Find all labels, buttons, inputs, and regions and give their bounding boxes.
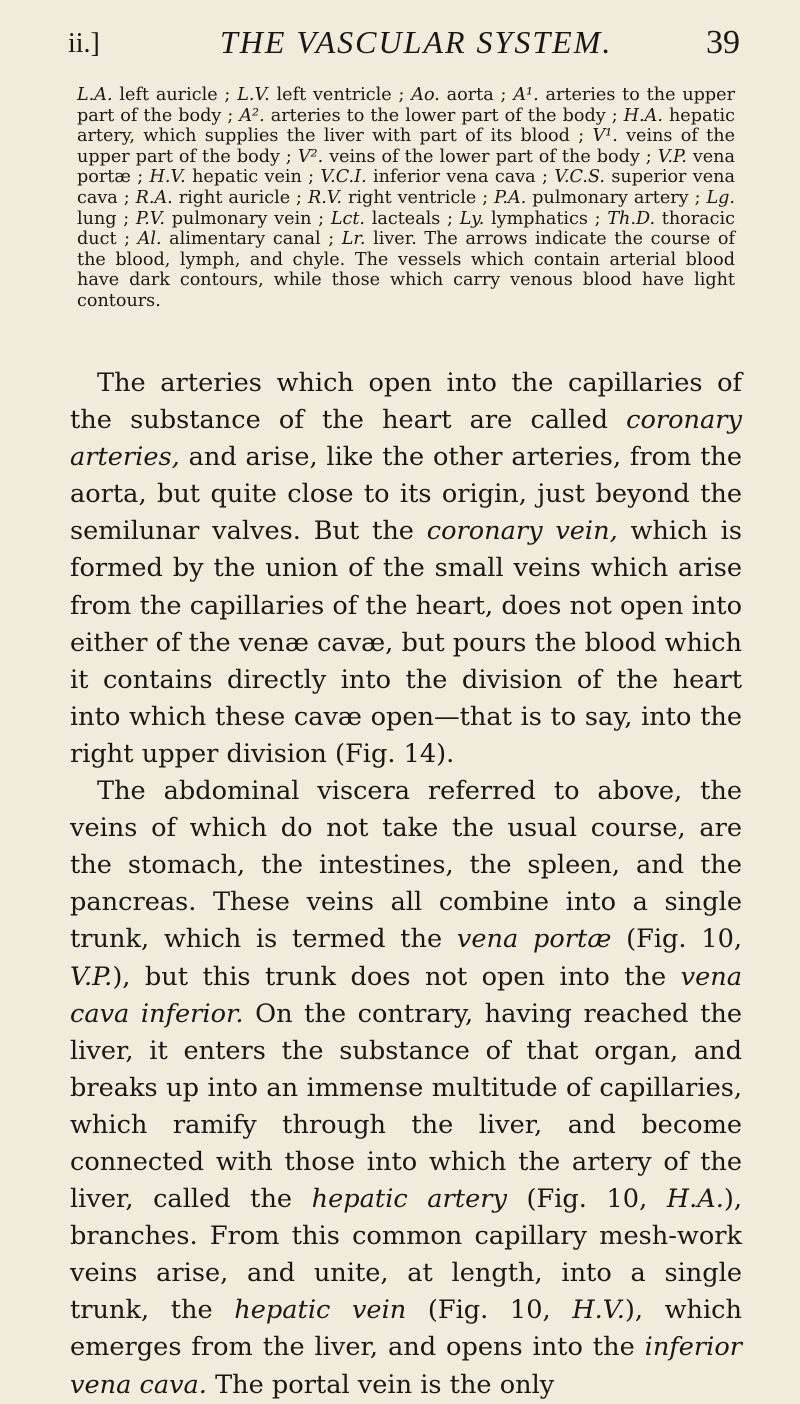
- def: liver. The arrows indicate the course of the blood, lymph, and chyle. The vessels which contain arterial blood have dark contours, while those which carry venous blood have light contours.: [77, 229, 736, 311]
- term: coronary arteries,: [70, 405, 742, 473]
- figure-caption: [77, 85, 735, 312]
- paragraph-coronary: The arteries which open into the capillaries of the substance of the heart are called coronary arteries, and arise, like the other arteries, from the aorta, but quite close to its origin, just beyond the semilunar valves. But the coronary vein, which is formed by the union of the small veins which arise from the capillaries of the heart, does not open into either of the venæ cavæ, but pours the blood which it contains directly into the division of the heart into which these cavæ open—that is to say, into the right upper division (Fig. 14).: [70, 368, 742, 769]
- abbr: Lr.: [341, 229, 366, 250]
- abbr: P.V.: [135, 208, 166, 229]
- abbr: P.A.: [494, 187, 527, 208]
- abbr: Th.D.: [607, 208, 656, 229]
- abbr: V¹.: [592, 126, 618, 147]
- def: pulmonary vein ;: [165, 208, 331, 229]
- def: lung ;: [77, 208, 136, 229]
- def: left ventricle ;: [269, 85, 412, 105]
- abbr: R.V.: [307, 187, 343, 208]
- def: thoracic duct ;: [77, 208, 735, 250]
- def: aorta ;: [439, 85, 514, 105]
- chapter-number: ii.]: [68, 28, 100, 59]
- def: arteries to the lower part of the body ;: [264, 105, 624, 126]
- abbr: A².: [239, 105, 265, 126]
- term: vena cava inferior.: [70, 961, 742, 1029]
- abbr: R.A.: [135, 187, 173, 208]
- abbr: H.V.: [149, 167, 186, 188]
- abbr: Al.: [137, 229, 162, 250]
- abbr: L.A.: [77, 85, 113, 105]
- abbr: V.P.: [657, 146, 687, 167]
- def: hepatic artery, which supplies the liver with part of its blood ;: [77, 105, 735, 147]
- abbr: Ao.: [411, 85, 440, 105]
- def: vena portæ ;: [77, 146, 736, 188]
- def: veins of the lower part of the body ;: [323, 146, 658, 167]
- def: pulmonary artery ;: [526, 187, 707, 208]
- body-text: [70, 365, 742, 1404]
- term: V.P.: [70, 961, 113, 992]
- abbr: Ly.: [459, 208, 485, 229]
- def: lymphatics ;: [484, 208, 608, 229]
- term: H.A.: [666, 1184, 724, 1215]
- abbr: V.C.I.: [320, 167, 367, 188]
- abbr: H.A.: [623, 105, 663, 126]
- def: left auricle ;: [112, 85, 238, 105]
- abbr: Lct.: [330, 208, 366, 229]
- page-number: 39: [706, 24, 740, 61]
- abbr: A¹.: [513, 85, 539, 105]
- term: H.V.: [572, 1295, 625, 1326]
- abbr: V².: [297, 146, 324, 167]
- term: coronary vein,: [426, 516, 618, 547]
- running-header: [68, 22, 740, 72]
- def: veins of the upper part of the body ;: [77, 126, 735, 167]
- def: hepatic vein ;: [185, 167, 321, 188]
- def: right auricle ;: [172, 187, 308, 208]
- def: lacteals ;: [365, 208, 460, 229]
- abbr: Lg.: [706, 187, 735, 208]
- def: arteries to the upper part of the body ;: [77, 85, 735, 126]
- def: right ventricle ;: [342, 187, 495, 208]
- running-title: THE VASCULAR SYSTEM.: [220, 24, 613, 60]
- term: hepatic vein: [234, 1295, 407, 1326]
- def: alimentary canal ;: [161, 229, 342, 250]
- term: vena portæ: [456, 924, 612, 955]
- term: inferior vena cava.: [70, 1332, 742, 1400]
- paragraph-portal: The abdominal viscera referred to above, the veins of which do not take the usual course, are the stomach, the intestines, the spleen, and the pancreas. These veins all combine into a single trunk, which is termed the vena portæ (Fig. 10, V.P.), but this trunk does not open into the vena cava inferior. On the contrary, having reached the liver, it enters the substance of that organ, and breaks up into an immense multitude of capillaries, which ramify through the liver, and become connected with those into which the artery of the liver, called the hepatic artery (Fig. 10, H.A.), branches. From this common capillary mesh-work veins arise, and unite, at length, into a single trunk, the hepatic vein (Fig. 10, H.V.), which emerges from the liver, and opens into the inferior vena cava. The portal vein is the only: [70, 776, 742, 1400]
- def: inferior vena cava ;: [366, 167, 555, 188]
- def: superior vena cava ;: [77, 167, 735, 208]
- abbr: L.V.: [237, 85, 270, 105]
- abbr: V.C.S.: [554, 167, 605, 188]
- term: hepatic artery: [311, 1184, 507, 1215]
